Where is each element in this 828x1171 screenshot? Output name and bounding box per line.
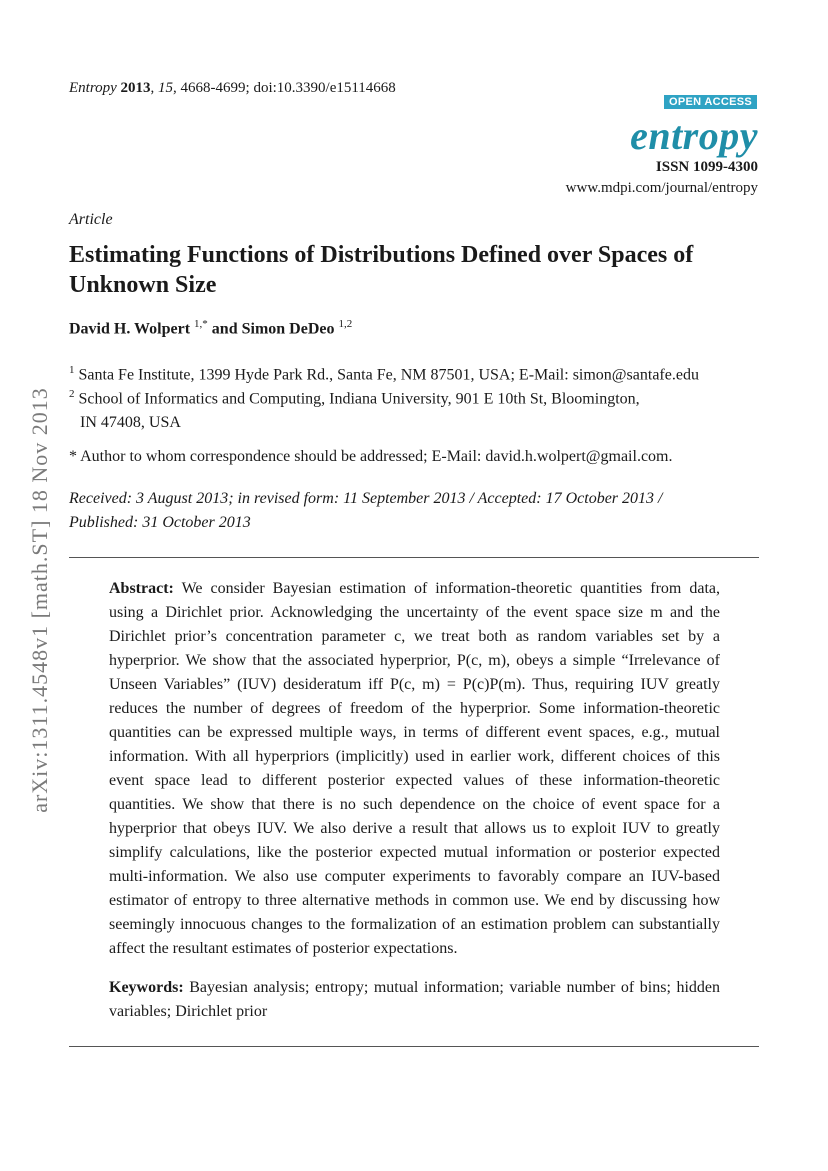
citation-year: 2013 — [120, 80, 151, 96]
journal-url[interactable]: www.mdpi.com/journal/entropy — [565, 180, 758, 196]
divider-top — [69, 557, 759, 558]
affiliation-2-continued: IN 47408, USA — [80, 414, 181, 432]
author-dedeo-affil: 1,2 — [338, 318, 353, 330]
citation-line: Entropy 2013, 15, 4668-4699; doi:10.3390/e15114668 — [69, 80, 396, 96]
correspondence-note: * Author to whom correspondence should be addressed; E-Mail: david.h.wolpert@gmail.com. — [69, 448, 673, 465]
issn: ISSN 1099-4300 — [655, 159, 758, 175]
citation-pages-doi: , 4668-4699; doi:10.3390/e15114668 — [173, 80, 396, 96]
keywords-text: Bayesian analysis; entropy; mutual information; variable number of bins; hidden variables; Dirichlet prior — [109, 979, 720, 1020]
journal-logo: entropy — [630, 113, 758, 158]
keywords-label: Keywords: — [109, 979, 184, 996]
abstract — [109, 577, 720, 961]
affiliation-2-text: School of Informatics and Computing, Indiana University, 901 E 10th St, Bloomington, — [78, 390, 640, 408]
open-access-badge: OPEN ACCESS — [664, 95, 757, 109]
article-type: Article — [69, 211, 113, 228]
publication-dates: Received: 3 August 2013; in revised form: 11 September 2013 / Accepted: 17 October 2013 / Published: 31 October 2013 — [69, 490, 663, 531]
author-wolpert: David H. Wolpert — [69, 320, 195, 338]
keywords — [109, 976, 720, 1024]
author-wolpert-affil: 1,* — [194, 318, 208, 330]
citation-volume: 15 — [158, 80, 174, 96]
journal-abbrev: Entropy — [69, 80, 117, 96]
affiliation-1-text: Santa Fe Institute, 1399 Hyde Park Rd., Santa Fe, NM 87501, USA; E-Mail: simon@santafe.edu — [78, 366, 699, 384]
arxiv-id: arXiv:1311.4548v1 [math.ST] 18 Nov 2013 — [27, 387, 52, 813]
affiliation-2 — [69, 382, 709, 435]
author-conjunction: and Simon DeDeo — [207, 320, 339, 338]
divider-bottom — [69, 1046, 759, 1047]
abstract-label: Abstract: — [109, 580, 174, 597]
author-list — [69, 318, 352, 338]
abstract-text: We consider Bayesian estimation of information-theoretic quantities from data, using a Dirichlet prior. Acknowledging the uncertainty of the event space size m and the Dirichlet prior’s concentration parameter c, we treat both as random variables set by a hyperprior. We show that the associated hyperprior, P(c, m), obeys a simple “Irrelevance of Unseen Variables” (IUV) desideratum iff P(c, m) = P(c)P(m). Thus, requiring IUV greatly reduces the number of degrees of freedom of the hyperprior. Some information-theoretic quantities can be expressed multiple ways, in terms of different event spaces, e.g., mutual information. With all hyperpriors (implicitly) used in earlier work, different choices of this event space lead to different posterior expected values of these information-theoretic quantities. We show that there is no such dependence on the choice of event space for a hyperprior that obeys IUV. We also derive a result that allows us to exploit IUV to greatly simplify calculations, like the posterior expected mutual information or posterior expected multi-information. We also use computer experiments to favorably compare an IUV-based estimator of entropy to three alternative methods in common use. We end by discussing how seemingly innocuous changes to the formalization of an estimation problem can substantially affect the resultant estimates of posterior expectations. — [109, 580, 720, 957]
affiliation-2-number: 2 — [69, 388, 75, 400]
paper-title: Estimating Functions of Distributions Defined over Spaces of Unknown Size — [69, 242, 694, 298]
affiliation-1-number: 1 — [69, 364, 75, 376]
